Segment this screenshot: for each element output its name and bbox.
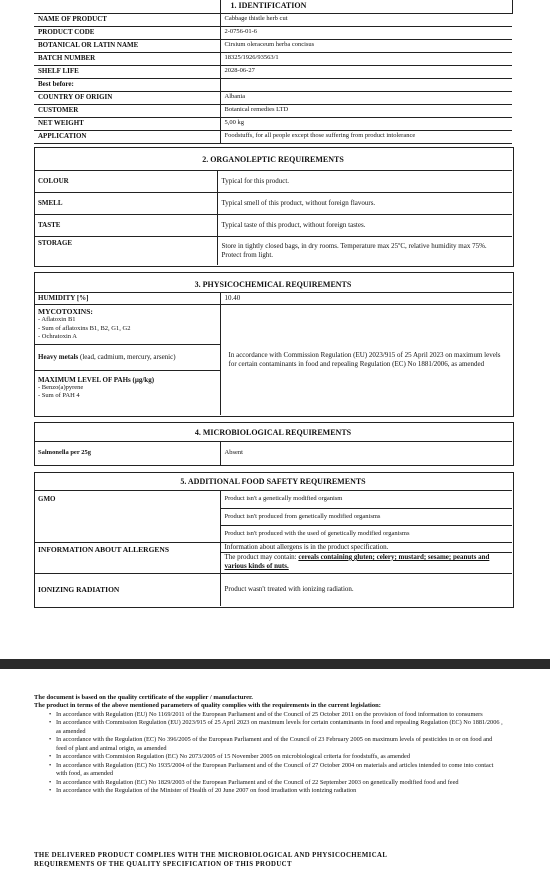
identification-label: NET WEIGHT [34, 117, 220, 130]
identification-row [34, 26, 512, 39]
myco-item: - Sum of aflatoxins B1, B2, G1, G2 [38, 324, 131, 332]
colour-value: Typical for this product. [217, 171, 512, 193]
identification-row [34, 130, 512, 143]
footer-line1: The document is based on the quality certificate of the supplier / manufacturer. [34, 694, 253, 701]
section-5-title: 5. ADDITIONAL FOOD SAFETY REQUIREMENTS [180, 477, 366, 486]
page-separator [0, 659, 550, 669]
pah-item: - Sum of PAH 4 [38, 392, 80, 400]
additional-safety-table [34, 490, 512, 606]
identification-row [34, 91, 512, 104]
mycotoxins-label: MYCOTOXINS: [38, 307, 93, 316]
regulation-item: • In accordance with Regulation (EC) No 1829/2003 of the European Parliament and of the Council of 22 September 2003 on genetically modified food and feed [56, 779, 504, 788]
allergens-label: INFORMATION ABOUT ALLERGENS [34, 543, 220, 574]
identification-label: Best before: [34, 78, 220, 91]
salmonella-value: Absent [220, 442, 512, 465]
identification-row [34, 13, 512, 26]
microbiological-table [34, 441, 512, 465]
identification-value: Albania [220, 91, 512, 104]
section-1-title-cell [34, 0, 220, 13]
identification-label: BATCH NUMBER [34, 52, 220, 65]
identification-value: Cirsium oleraceum herba concisus [220, 39, 512, 52]
gmo-label: GMO [34, 491, 220, 543]
allergens-line2 [220, 553, 512, 574]
identification-label: APPLICATION [34, 130, 220, 143]
myco-item: - Ochratoxin A [38, 332, 77, 340]
myco-item: - Aflatoxin B1 [38, 316, 76, 324]
footer-notes [34, 694, 504, 796]
regulation-item: • In accordance with Regulation (EU) No 1169/2011 of the European Parliament and of the Council of 25 October 2011 on the provision of food information to consumers [56, 711, 504, 720]
identification-label: NAME OF PRODUCT [34, 13, 220, 26]
pah-row [34, 370, 220, 401]
conclusion-line2: REQUIREMENTS OF THE QUALITY SPECIFICATION OF THIS PRODUCT [34, 860, 292, 868]
humidity-value: 10.40 [220, 293, 512, 305]
regulation-item: • In accordance with the Regulation of the Minister of Health of 20 June 2007 on food irradiation with ionizing radiation [56, 787, 504, 796]
allergens-list: cereals containing gluten; celery; mustard; sesame; peanuts and various kinds of nuts. [224, 553, 490, 570]
section-2-title: 2. ORGANOLEPTIC REQUIREMENTS [202, 155, 344, 164]
ionizing-label: IONIZING RADIATION [34, 574, 220, 606]
identification-label: CUSTOMER [34, 104, 220, 117]
pah-item: - Benzo(a)pyrene [38, 384, 84, 392]
heavy-metals-bold: Heavy metals [38, 352, 79, 361]
identification-row [34, 65, 512, 78]
regulation-item: • In accordance with Regulation (EC) No 1935/2004 of the European Parliament and of the Council of 27 October 2004 on materials and articles intended to come into contact with food, as amended [56, 762, 504, 779]
regulation-item: • In accordance with Commision Regulation (EC) No 2073/2005 of 15 November 2005 on microbiological criteria for foodstuffs, as amended [56, 753, 504, 762]
allergens-prefix: The product may contain: [224, 553, 299, 561]
identification-label: PRODUCT CODE [34, 26, 220, 39]
allergens-line1: Information about allergens is in the product specification. [220, 543, 512, 553]
identification-label: BOTANICAL OR LATIN NAME [34, 39, 220, 52]
identification-table [34, 0, 513, 144]
identification-label: COUNTRY OF ORIGIN [34, 91, 220, 104]
storage-label: STORAGE [34, 237, 217, 265]
ionizing-value: Product wasn't treated with ionizing radiation. [220, 574, 512, 606]
identification-row [34, 104, 512, 117]
identification-value: Botanical remedies LTD [220, 104, 512, 117]
identification-row [34, 117, 512, 130]
contaminants-regulation: In accordance with Commission Regulation (EU) 2023/915 of 25 April 2023 on maximum levels for certain contaminants in food and repealing Regulation (EC) No 1881/2006, as amended [220, 305, 512, 415]
organoleptic-table [34, 170, 512, 265]
salmonella-label: Salmonella per 25g [34, 442, 220, 465]
gmo-value: Product isn't produced with the used of genetically modified organisms [220, 526, 512, 543]
identification-label: SHELF LIFE [34, 65, 220, 78]
section-4-title: 4. MICROBIOLOGICAL REQUIREMENTS [194, 428, 352, 437]
identification-value: 2-0756-01-6 [220, 26, 512, 39]
identification-value: 2028-06-27 [220, 65, 512, 78]
heavy-metals-rest: (lead, cadmium, mercury, arsenic) [78, 352, 176, 361]
identification-value: 18325/1926/93563/1 [220, 52, 512, 65]
identification-row [34, 39, 512, 52]
humidity-label: HUMIDITY [%] [34, 293, 220, 305]
storage-value: Store in tightly closed bags, in dry rooms. Temperature max 25ºC, relative humidity max 75%. Protect from light. [217, 237, 512, 265]
smell-value: Typical smell of this product, without foreign flavours. [217, 193, 512, 215]
taste-label: TASTE [34, 215, 217, 237]
smell-label: SMELL [34, 193, 217, 215]
identification-row [34, 78, 512, 91]
gmo-value: Product isn't produced from genetically modified organisms [220, 509, 512, 526]
section-1-title: 1. IDENTIFICATION [220, 0, 512, 13]
colour-label: COLOUR [34, 171, 217, 193]
regulation-item: • In accordance with Commission Regulation (EU) 2023/915 of 25 April 2023 on maximum levels for certain contaminants in food and repealing Regulation (EC) No 1881/2006 , as amended [56, 719, 504, 736]
contaminants-labels [34, 305, 220, 415]
regulations-list [34, 711, 504, 796]
identification-value: Foodstuffs, for all people except those suffering from product intolerance [220, 130, 512, 143]
conclusion [34, 852, 504, 870]
taste-value: Typical taste of this product, without foreign tastes. [217, 215, 512, 237]
identification-row [34, 52, 512, 65]
identification-value: 5,00 kg [220, 117, 512, 130]
physicochemical-table [34, 292, 512, 415]
regulation-item: • In accordance with the Regulation (EC) No 396/2005 of the European Parliament and of the Council of 23 February 2005 on maximum levels of pesticides in or on food and feed of plant and animal origin, as amended [56, 736, 504, 753]
gmo-value: Product isn't a genetically modified organism [220, 491, 512, 509]
footer-line2: The product in terms of the above mentioned parameters of quality complies with the requirements in the current legislation: [34, 702, 381, 710]
identification-value [220, 78, 512, 91]
identification-value: Cabbage thistle herb cut [220, 13, 512, 26]
pah-label: MAXIMUM LEVEL OF PAHs (µg/kg) [38, 375, 155, 384]
heavy-metals-row [34, 344, 220, 370]
section-3-title: 3. PHYSICOCHEMICAL REQUIREMENTS [194, 280, 352, 289]
conclusion-line1: THE DELIVERED PRODUCT COMPLIES WITH THE MICROBIOLOGICAL AND PHYSICOCHEMICAL [34, 852, 388, 859]
